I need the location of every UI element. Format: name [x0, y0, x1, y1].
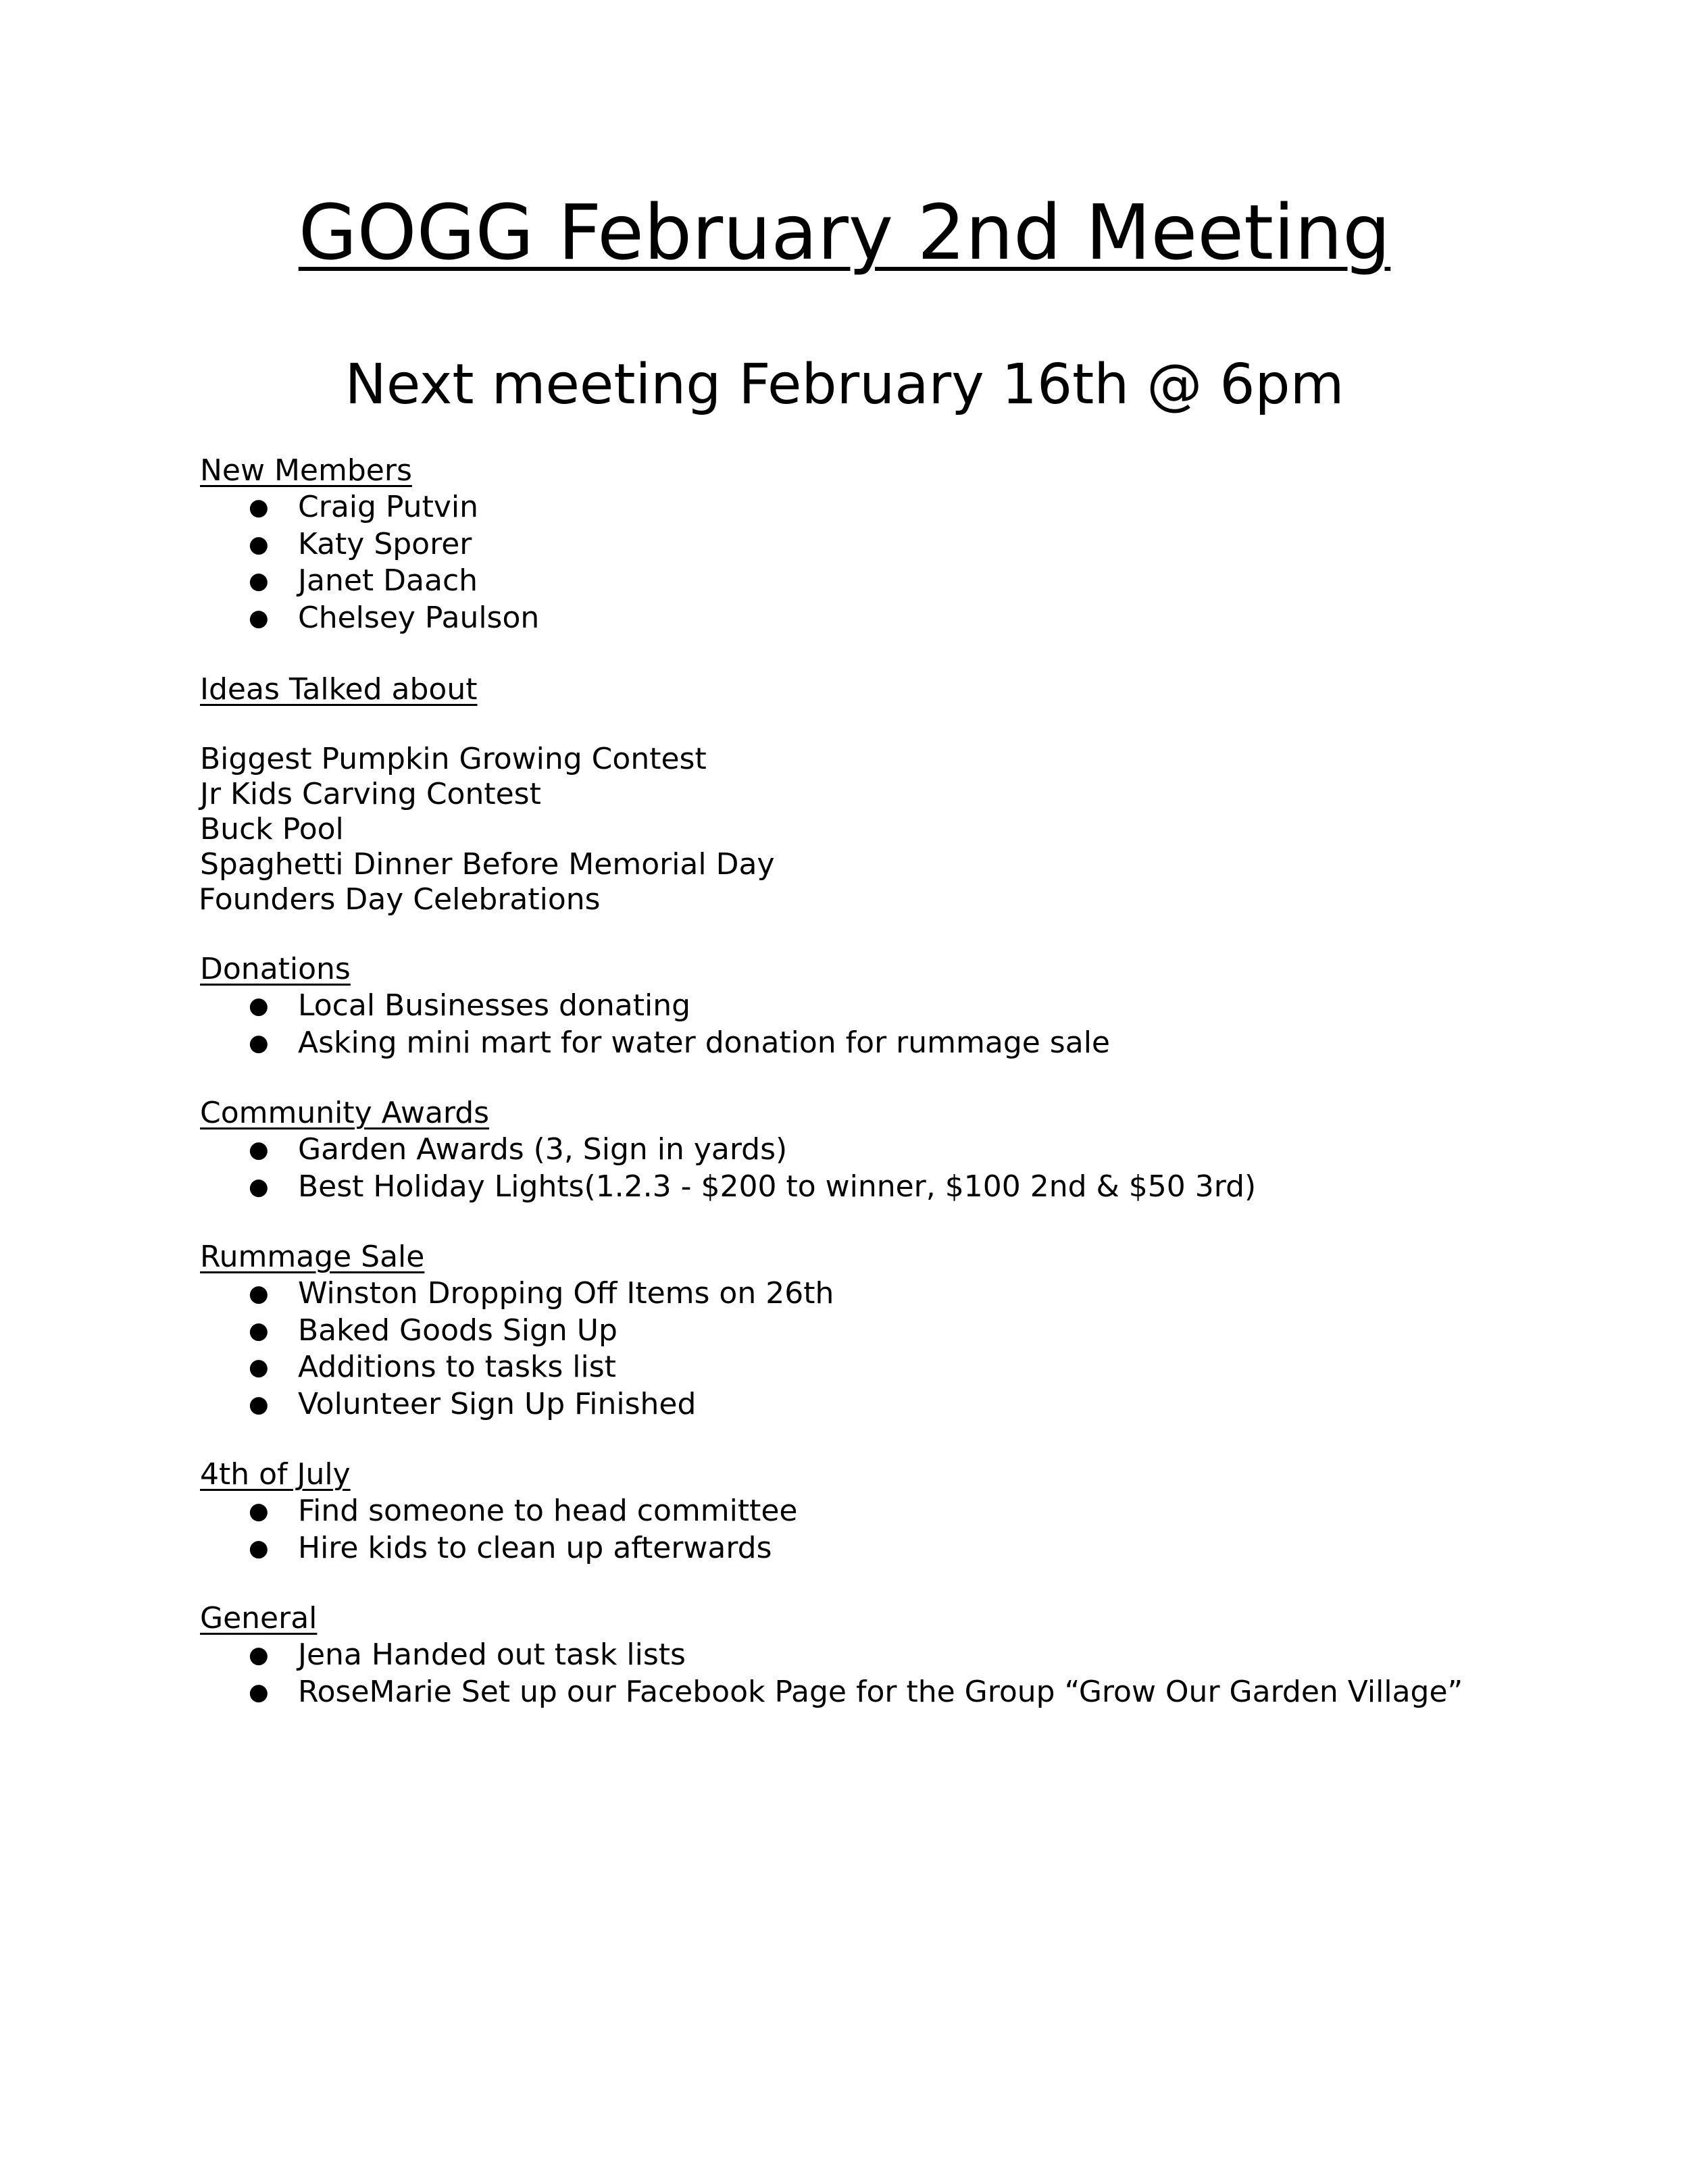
section-heading: 4th of July — [200, 1457, 351, 1492]
list-item-text: Local Businesses donating — [298, 988, 691, 1023]
section-heading: Ideas Talked about — [200, 672, 478, 707]
list-item — [200, 1493, 1551, 1530]
bullet-list — [200, 489, 1551, 636]
list-item — [200, 600, 1551, 637]
spacer — [200, 1567, 1551, 1600]
bullet-icon: ● — [249, 1678, 269, 1706]
bullet-list — [200, 1275, 1551, 1423]
section-community-awards — [200, 1095, 1551, 1205]
list-item — [200, 1349, 1551, 1386]
section-donations — [200, 951, 1551, 1061]
list-item-text: Winston Dropping Off Items on 26th — [298, 1276, 834, 1311]
section-heading: Rummage Sale — [200, 1240, 425, 1274]
bullet-icon: ● — [249, 567, 269, 594]
list-item-text: Janet Daach — [298, 563, 478, 598]
list-item-text: Craig Putvin — [298, 490, 478, 524]
list-item — [200, 1530, 1551, 1567]
list-item — [200, 1132, 1551, 1169]
bullet-icon: ● — [249, 1317, 269, 1344]
bullet-icon: ● — [249, 1534, 269, 1562]
list-item — [200, 489, 1551, 526]
bullet-list — [200, 1132, 1551, 1205]
bullet-icon: ● — [249, 604, 269, 632]
section-new-members — [200, 453, 1551, 636]
list-item — [200, 563, 1551, 600]
section-heading: Community Awards — [200, 1096, 490, 1130]
list-item-text: Garden Awards (3, Sign in yards) — [298, 1132, 788, 1167]
list-item — [200, 1313, 1551, 1350]
list-item — [200, 1637, 1551, 1674]
section-heading: General — [200, 1601, 318, 1635]
list-item-text: Additions to tasks list — [298, 1350, 616, 1384]
list-item — [200, 1275, 1551, 1313]
idea-line: Buck Pool — [200, 812, 344, 846]
spacer — [200, 917, 1551, 951]
section-general — [200, 1600, 1551, 1710]
bullet-icon: ● — [249, 1498, 269, 1525]
bullet-list — [200, 1493, 1551, 1567]
spacer — [200, 708, 1551, 742]
list-item-text: Chelsey Paulson — [298, 600, 540, 635]
spacer — [200, 1205, 1551, 1239]
list-item-text: Katy Sporer — [298, 526, 472, 561]
list-item-text: Volunteer Sign Up Finished — [298, 1386, 697, 1421]
idea-line: Spaghetti Dinner Before Memorial Day — [200, 847, 775, 882]
spacer — [200, 1061, 1551, 1095]
list-item — [200, 1169, 1551, 1206]
idea-line: Biggest Pumpkin Growing Contest — [200, 742, 707, 776]
list-item-text: Baked Goods Sign Up — [298, 1313, 617, 1348]
bullet-icon: ● — [249, 1173, 269, 1200]
list-item — [200, 1386, 1551, 1423]
list-item — [200, 526, 1551, 563]
document-body — [200, 453, 1551, 1710]
bullet-icon: ● — [249, 1642, 269, 1669]
spacer — [200, 1423, 1551, 1456]
section-heading: Donations — [200, 952, 351, 986]
list-item-text: RoseMarie Set up our Facebook Page for the Group “Grow Our Garden Village” — [298, 1674, 1463, 1709]
list-item — [200, 1674, 1551, 1711]
idea-line: Jr Kids Carving Contest — [200, 777, 541, 811]
page-title — [0, 182, 1689, 284]
bullet-icon: ● — [249, 1029, 269, 1057]
bullet-list — [200, 1637, 1551, 1710]
bullet-icon: ● — [249, 494, 269, 521]
list-item-text: Asking mini mart for water donation for rummage sale — [298, 1025, 1110, 1060]
list-item-text: Find someone to head committee — [298, 1494, 798, 1528]
next-meeting-subtitle: Next meeting February 16th @ 6pm — [345, 353, 1344, 417]
bullet-icon: ● — [249, 1136, 269, 1163]
list-item — [200, 988, 1551, 1025]
bullet-icon: ● — [249, 1354, 269, 1381]
section-rummage-sale — [200, 1239, 1551, 1423]
section-ideas — [200, 671, 1551, 917]
list-item-text: Jena Handed out task lists — [298, 1637, 686, 1672]
list-item — [200, 1025, 1551, 1062]
page-title-text: GOGG February 2nd Meeting — [298, 189, 1391, 277]
section-heading: New Members — [200, 453, 412, 488]
idea-line: Founders Day Celebrations — [199, 882, 601, 917]
section-fourth-of-july — [200, 1456, 1551, 1567]
list-item-text: Best Holiday Lights(1.2.3 - $200 to winner, $100 2nd & $50 3rd) — [298, 1169, 1257, 1204]
bullet-icon: ● — [249, 1390, 269, 1418]
bullet-icon: ● — [249, 530, 269, 558]
bullet-icon: ● — [249, 1280, 269, 1307]
bullet-icon: ● — [249, 992, 269, 1019]
bullet-list — [200, 988, 1551, 1061]
spacer — [200, 636, 1551, 671]
list-item-text: Hire kids to clean up afterwards — [298, 1530, 772, 1565]
